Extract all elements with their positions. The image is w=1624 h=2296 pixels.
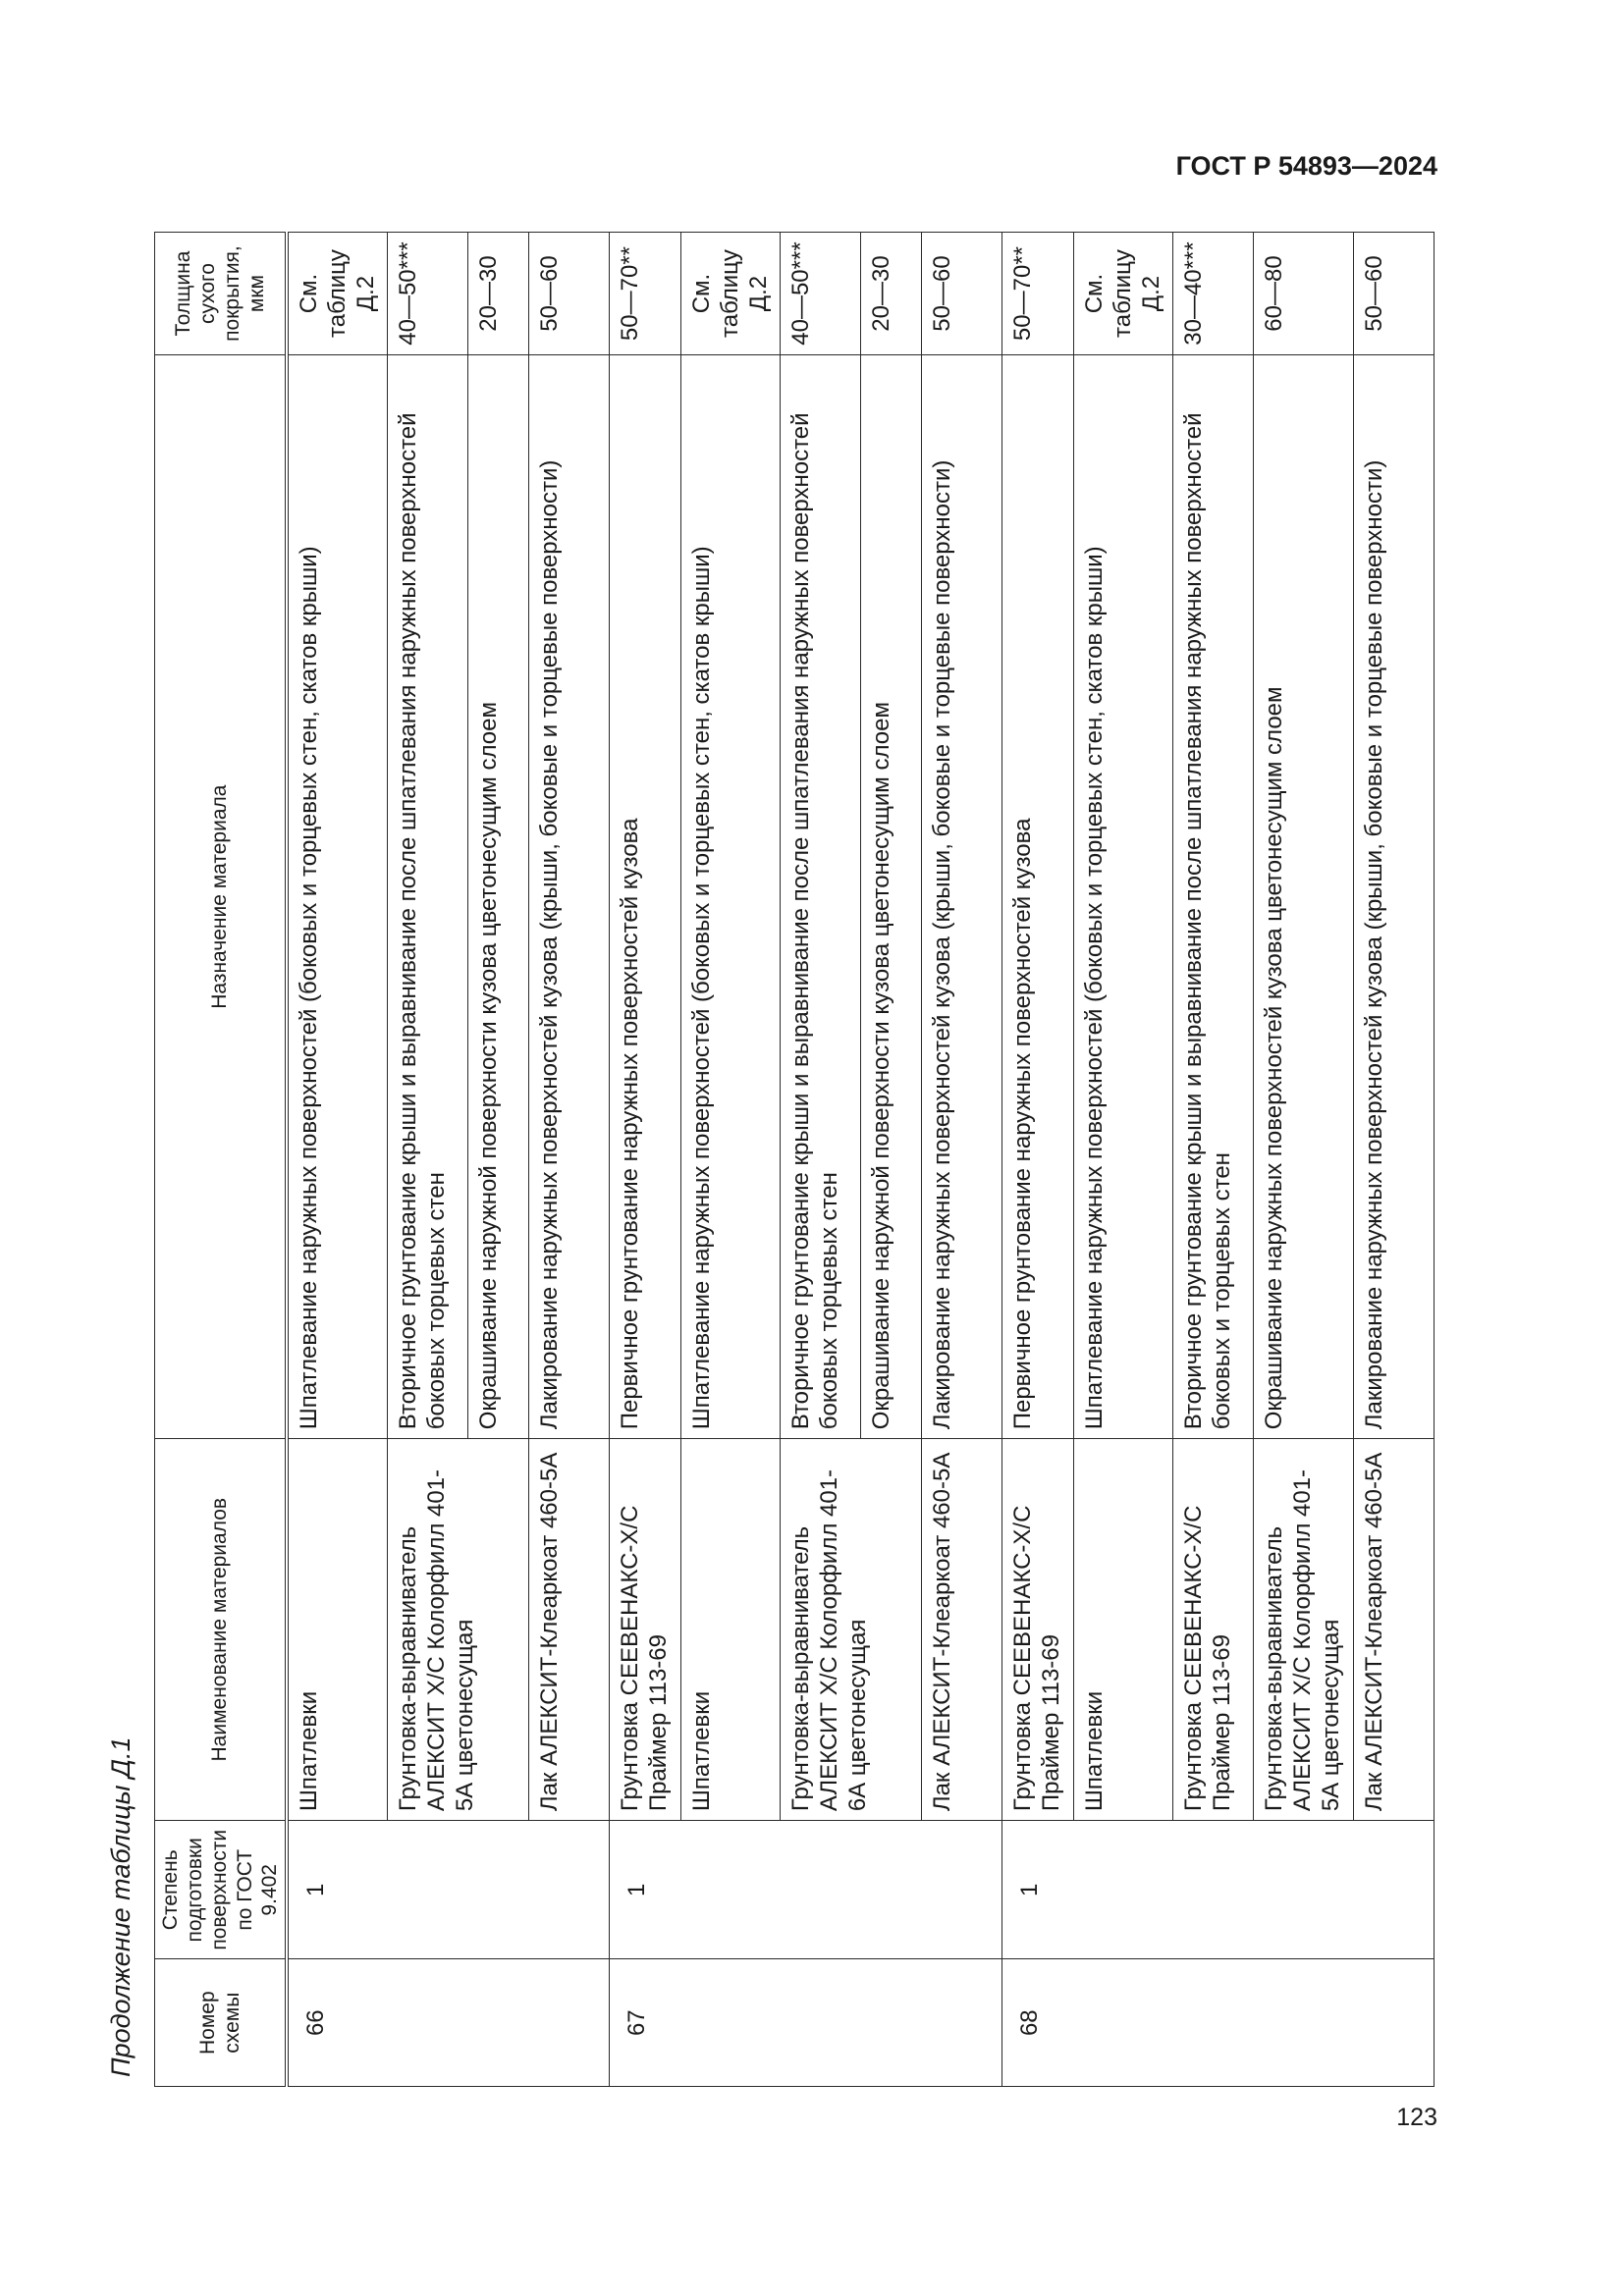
material-purpose-cell: Вторичное грунтование крыши и выравнивание после шпатлевания наружных поверхностей боковых и торцевых стен <box>1173 355 1254 1439</box>
table-row <box>529 233 610 2087</box>
header-dry-thickness: Толщина сухого покрытия, мкм <box>155 233 287 355</box>
material-name-cell: Лак АЛЕКСИТ-Клеаркоат 460-5А <box>529 1439 610 1821</box>
material-name-cell: Грунтовка СЕЕВЕНАКС-Х/С Праймер 113-69 <box>1173 1439 1254 1821</box>
table-row <box>1353 233 1434 2087</box>
thickness-cell: 20—30 <box>468 233 529 355</box>
thickness-cell: 50—60 <box>529 233 610 355</box>
material-purpose-cell: Окрашивание наружной поверхности кузова цветонесущим слоем <box>861 355 922 1439</box>
material-purpose-cell: Шпатлевание наружных поверхностей (боковых и торцевых стен, скатов крыши) <box>1073 355 1172 1439</box>
material-name-cell: Лак АЛЕКСИТ-Клеаркоат 460-5А <box>1353 1439 1434 1821</box>
material-purpose-cell: Лакирование наружных поверхностей кузова (крыши, боковые и торцевые поверхности) <box>1353 355 1434 1439</box>
material-name-cell: Грунтовка-выравниватель АЛЕКСИТ Х/С Колорфилл 401-5А цветонесущая <box>1254 1439 1353 1821</box>
material-name-cell: Грунтовка-выравниватель АЛЕКСИТ Х/С Колорфилл 401-6А цветонесущая <box>781 1439 922 1821</box>
table-row <box>1073 233 1172 2087</box>
material-purpose-cell: Окрашивание наружных поверхностей кузова цветонесущим слоем <box>1254 355 1353 1439</box>
header-scheme-number: Номер схемы <box>155 1959 287 2087</box>
material-purpose-cell: Шпатлевание наружных поверхностей (боковых и торцевых стен, скатов крыши) <box>680 355 780 1439</box>
material-purpose-cell: Лакирование наружных поверхностей кузова (крыши, боковые и торцевые поверхности) <box>922 355 1002 1439</box>
material-purpose-cell: Окрашивание наружной поверхности кузова цветонесущим слоем <box>468 355 529 1439</box>
thickness-cell: 40—50*** <box>781 233 861 355</box>
rotated-table-container <box>154 232 1387 2087</box>
thickness-cell: 50—60 <box>922 233 1002 355</box>
thickness-cell: 50—60 <box>1353 233 1434 355</box>
table-row <box>388 233 468 2087</box>
table-row <box>287 233 388 2087</box>
material-name-cell: Грунтовка СЕЕВЕНАКС-Х/С Праймер 113-69 <box>1002 1439 1074 1821</box>
thickness-cell: См. таблицу Д.2 <box>680 233 780 355</box>
table-body <box>287 233 1434 2087</box>
thickness-cell: 20—30 <box>861 233 922 355</box>
table-row <box>922 233 1002 2087</box>
material-purpose-cell: Вторичное грунтование крыши и выравнивание после шпатлевания наружных поверхностей боковых торцевых стен <box>388 355 468 1439</box>
header-material-purpose: Назначение материала <box>155 355 287 1439</box>
table-row <box>1173 233 1254 2087</box>
table-row <box>781 233 861 2087</box>
thickness-cell: 40—50*** <box>388 233 468 355</box>
table-row <box>610 233 681 2087</box>
material-name-cell: Грунтовка СЕЕВЕНАКС-Х/С Праймер 113-69 <box>610 1439 681 1821</box>
material-purpose-cell: Первичное грунтование наружных поверхностей кузова <box>610 355 681 1439</box>
document-id: ГОСТ Р 54893—2024 <box>1175 151 1437 181</box>
material-name-cell: Грунтовка-выравниватель АЛЕКСИТ Х/С Колорфилл 401-5А цветонесущая <box>388 1439 529 1821</box>
table-row <box>1254 233 1353 2087</box>
material-purpose-cell: Лакирование наружных поверхностей кузова (крыши, боковые и торцевые поверхности) <box>529 355 610 1439</box>
material-name-cell: Шпатлевки <box>287 1439 388 1821</box>
thickness-cell: 50—70** <box>610 233 681 355</box>
material-purpose-cell: Вторичное грунтование крыши и выравнивание после шпатлевания наружных поверхностей боковых торцевых стен <box>781 355 861 1439</box>
scheme-number-cell: 66 <box>287 1959 610 2087</box>
table-caption: Продолжение таблицы Д.1 <box>106 1736 135 2077</box>
thickness-cell: См. таблицу Д.2 <box>1073 233 1172 355</box>
prep-degree-cell: 1 <box>610 1821 1002 1959</box>
scheme-number-cell: 67 <box>610 1959 1002 2087</box>
thickness-cell: 60—80 <box>1254 233 1353 355</box>
prep-degree-cell: 1 <box>287 1821 610 1959</box>
header-material-name: Наименование материалов <box>155 1439 287 1821</box>
scheme-number-cell: 68 <box>1002 1959 1434 2087</box>
material-name-cell: Шпатлевки <box>680 1439 780 1821</box>
prep-degree-cell: 1 <box>1002 1821 1434 1959</box>
material-name-cell: Лак АЛЕКСИТ-Клеаркоат 460-5А <box>922 1439 1002 1821</box>
thickness-cell: 30—40*** <box>1173 233 1254 355</box>
material-name-cell: Шпатлевки <box>1073 1439 1172 1821</box>
table-header-row <box>155 233 287 2087</box>
thickness-cell: См. таблицу Д.2 <box>287 233 388 355</box>
header-surface-prep-degree: Степень подготовки поверхности по ГОСТ 9.402 <box>155 1821 287 1959</box>
material-purpose-cell: Первичное грунтование наружных поверхностей кузова <box>1002 355 1074 1439</box>
materials-table <box>154 232 1435 2087</box>
thickness-cell: 50—70** <box>1002 233 1074 355</box>
material-purpose-cell: Шпатлевание наружных поверхностей (боковых и торцевых стен, скатов крыши) <box>287 355 388 1439</box>
table-row <box>680 233 780 2087</box>
table-row <box>1002 233 1074 2087</box>
page-number: 123 <box>1396 2104 1437 2131</box>
